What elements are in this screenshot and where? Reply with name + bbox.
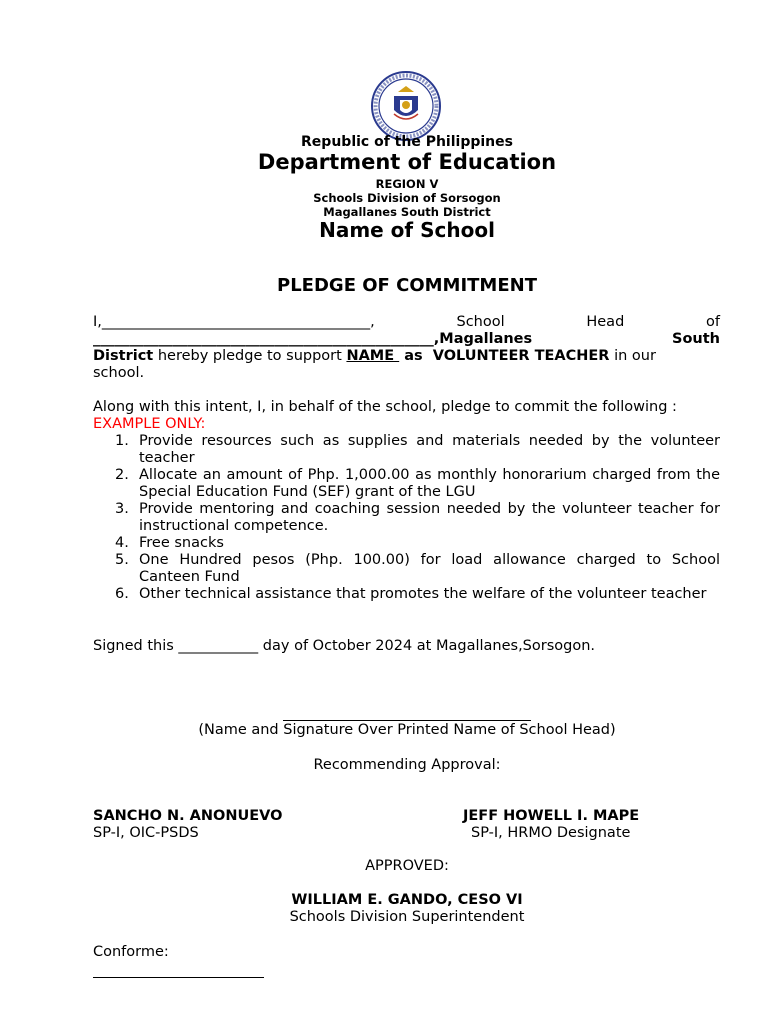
commitment-item-text: Provide mentoring and coaching session needed by the volunteer teacher for instructional competence. <box>139 501 720 534</box>
commitment-item <box>115 433 720 467</box>
signatory-left-position: SP-I, OIC-PSDS <box>93 825 199 841</box>
pledge-word: Head <box>586 314 625 330</box>
recommending-approval-label: Recommending Approval: <box>313 757 501 773</box>
signatory-right-name: JEFF HOWELL I. MAPE <box>463 808 640 824</box>
commitment-item-number: 6. <box>115 586 129 602</box>
pledge-line-3-text <box>93 348 656 365</box>
pledge-name-blank: I,_____________________________________, <box>93 314 375 330</box>
commitment-item-number: 1. <box>115 433 129 449</box>
commitment-item-text: Other technical assistance that promotes the welfare of the volunteer teacher <box>139 586 707 602</box>
deped-seal-icon <box>370 70 442 142</box>
signatory-right-position: SP-I, HRMO Designate <box>471 825 631 841</box>
commitment-section <box>93 399 720 603</box>
district-heading: Magallanes South District <box>323 205 491 219</box>
pledge-school-blank: _______________________________________________,Magallanes <box>93 331 533 347</box>
pledge-paragraph <box>93 314 720 382</box>
commitment-item-number: 3. <box>115 501 129 517</box>
school-head-signature-line <box>283 704 531 721</box>
commitment-item <box>115 467 720 501</box>
pledge-line-4: school. <box>93 365 145 381</box>
signatory-left-name: SANCHO N. ANONUEVO <box>93 808 283 824</box>
commitment-item-text: Free snacks <box>139 535 224 551</box>
example-only-label: EXAMPLE ONLY: <box>93 416 206 432</box>
commitment-item-text: Allocate an amount of Php. 1,000.00 as monthly honorarium charged from the Special Education Fund (SEF) grant of the LGU <box>139 467 720 500</box>
pledge-as: as <box>399 348 428 364</box>
conforme-label: Conforme: <box>93 944 169 960</box>
signature-caption: (Name and Signature Over Printed Name of School Head) <box>198 722 616 738</box>
signatory-left <box>93 808 282 842</box>
commitment-item <box>115 552 720 586</box>
commitment-intro: Along with this intent, I, in behalf of the school, pledge to commit the following : <box>93 399 677 415</box>
commitment-item <box>115 535 720 552</box>
division-heading: Schools Division of Sorsogon <box>313 191 501 205</box>
pledge-text: in our <box>609 348 656 364</box>
republic-heading: Republic of the Philippines <box>301 134 513 150</box>
department-heading: Department of Education <box>257 150 557 174</box>
pledge-word: School <box>456 314 505 330</box>
commitment-item-number: 5. <box>115 552 129 568</box>
pledge-district: District <box>93 348 154 364</box>
approved-label: APPROVED: <box>365 858 449 874</box>
commitment-item-number: 4. <box>115 535 129 551</box>
region-heading: REGION V <box>375 177 439 191</box>
signed-line: Signed this ___________ day of October 2024 at Magallanes,Sorsogon. <box>93 638 596 654</box>
pledge-word: of <box>706 314 720 330</box>
pledge-line-1 <box>93 314 720 331</box>
pledge-text: hereby pledge to support <box>153 348 347 364</box>
commitment-item-text: One Hundred pesos (Php. 100.00) for load allowance charged to School Canteen Fund <box>139 552 720 585</box>
pledge-volunteer-teacher: VOLUNTEER TEACHER <box>427 348 610 364</box>
commitment-item <box>115 501 720 535</box>
pledge-word: South <box>672 331 720 347</box>
document-title: PLEDGE OF COMMITMENT <box>277 275 537 296</box>
pledge-line-2 <box>93 331 720 348</box>
sds-position: Schools Division Superintendent <box>289 909 525 925</box>
pledge-line-3 <box>93 348 720 365</box>
commitment-item-number: 2. <box>115 467 129 483</box>
school-name-heading: Name of School <box>319 218 495 242</box>
signatory-right <box>463 808 639 842</box>
commitment-item-text: Provide resources such as supplies and materials needed by the volunteer teacher <box>139 433 720 466</box>
commitment-list <box>93 433 720 603</box>
conforme-signature-line <box>93 961 264 978</box>
commitment-item <box>115 586 720 603</box>
sds-name: WILLIAM E. GANDO, CESO VI <box>291 892 523 908</box>
pledge-volunteer-name: NAME <box>346 348 400 364</box>
